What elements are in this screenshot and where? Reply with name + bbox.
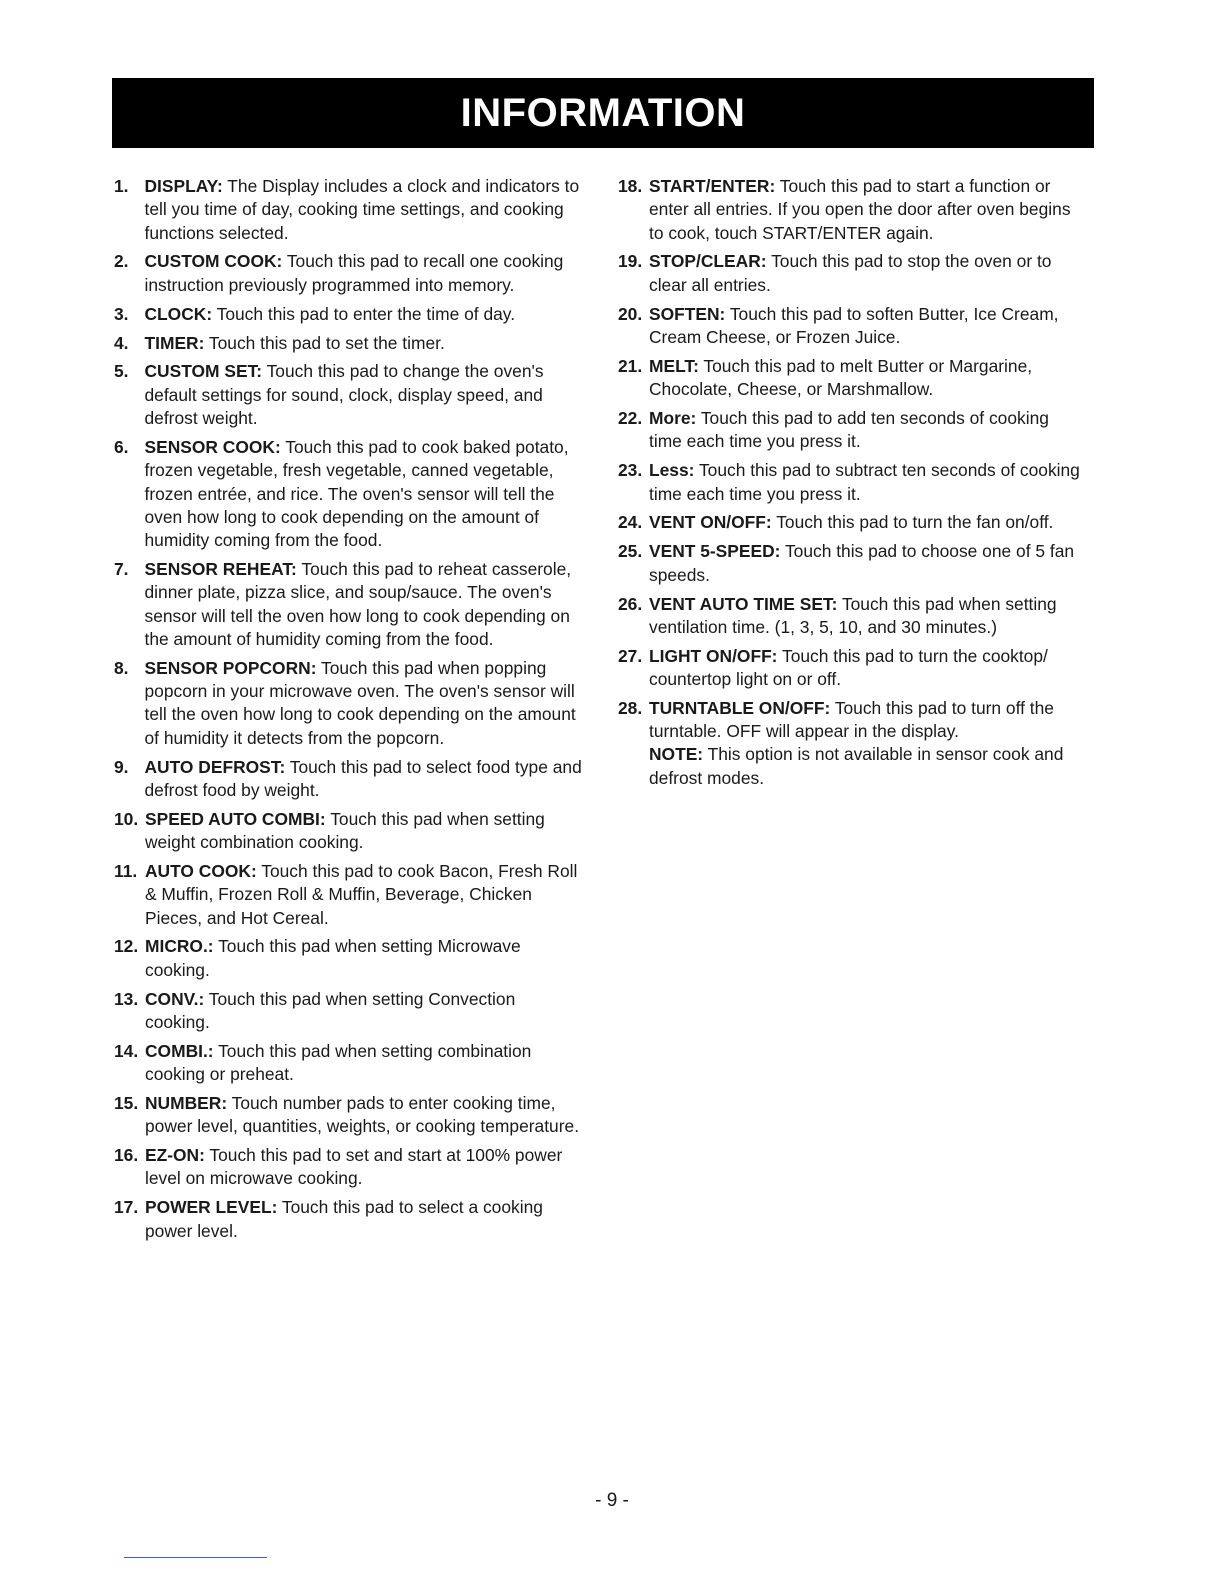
item-number: 16.	[114, 1145, 139, 1166]
item-description: Touch this pad when setting combination cooking or preheat.	[145, 1040, 532, 1085]
item-description: Touch this pad to select food type and defrost food by weight.	[144, 756, 582, 800]
item-number: 8.	[114, 657, 129, 678]
note	[649, 743, 1086, 790]
item-number: 9.	[114, 756, 129, 777]
item-description: Touch this pad to set the timer.	[204, 332, 445, 353]
list-item	[618, 593, 1086, 640]
item-number: 20.	[618, 303, 643, 324]
item-term: VENT 5-SPEED:	[649, 541, 781, 562]
item-description: Touch this pad to soften Butter, Ice Cream, Cream Cheese, or Frozen Juice.	[649, 303, 1059, 347]
item-description: The Display includes a clock and indicators to tell you time of day, cooking time settings, and cooking functions selected.	[144, 176, 580, 243]
item-term: LIGHT ON/OFF:	[649, 645, 778, 666]
item-description: Touch this pad to set and start at 100% power level on microwave cooking.	[145, 1145, 563, 1189]
item-term: VENT AUTO TIME SET:	[649, 593, 838, 614]
page-title: INFORMATION	[460, 90, 746, 135]
list-item	[114, 860, 584, 930]
item-term: TIMER:	[144, 332, 205, 353]
note-text: This option is not available in sensor cook and defrost modes.	[649, 744, 1064, 788]
item-term: SENSOR POPCORN:	[144, 657, 317, 678]
item-description: Touch this pad to add ten seconds of cooking time each time you press it.	[649, 408, 1049, 452]
list-item	[114, 756, 584, 803]
item-number: 3.	[114, 303, 129, 324]
item-description: Touch this pad to recall one cooking instruction previously programmed into memory.	[144, 251, 564, 295]
item-number: 11.	[114, 860, 138, 881]
right-column-list	[618, 175, 1086, 796]
page-number: - 9 -	[595, 1490, 629, 1511]
item-term: VENT ON/OFF:	[649, 512, 772, 533]
list-item	[618, 250, 1086, 297]
section-header	[112, 78, 1094, 148]
list-item	[114, 558, 584, 651]
item-term: CUSTOM COOK:	[144, 251, 283, 272]
item-term: TURNTABLE ON/OFF:	[649, 697, 831, 718]
list-item	[618, 303, 1086, 350]
list-item	[618, 645, 1086, 692]
item-description: Touch this pad when popping popcorn in your microwave oven. The oven's sensor will tell the oven how long to cook depending on the amount of humidity it detects from the popcorn.	[144, 657, 576, 748]
item-term: MELT:	[649, 355, 699, 376]
item-term: STOP/CLEAR:	[649, 251, 767, 272]
item-term: COMBI.:	[145, 1040, 214, 1061]
item-number: 13.	[114, 988, 139, 1009]
item-number: 24.	[618, 512, 643, 533]
item-number: 7.	[114, 559, 129, 580]
item-number: 28.	[618, 697, 643, 718]
item-term: POWER LEVEL:	[145, 1197, 278, 1218]
item-term: NUMBER:	[145, 1093, 228, 1113]
item-description: Touch this pad to reheat casserole, dinner plate, pizza slice, and soup/sauce. The oven's sensor will tell the oven how long to cook depending on the amount of humidity coming from the food.	[144, 559, 572, 649]
item-number: 27.	[618, 645, 643, 666]
list-item	[114, 175, 584, 245]
item-term: START/ENTER:	[649, 176, 776, 196]
item-description: Touch this pad to cook Bacon, Fresh Roll & Muffin, Frozen Roll & Muffin, Beverage, Chicken Pieces, and Hot Cereal.	[145, 860, 578, 928]
list-item	[114, 657, 584, 750]
item-term: SPEED AUTO COMBI:	[145, 808, 326, 829]
item-number: 6.	[114, 436, 129, 457]
item-number: 12.	[114, 936, 139, 957]
list-item	[114, 250, 584, 297]
list-item	[114, 436, 584, 552]
list-item	[618, 511, 1086, 534]
note-label: NOTE:	[649, 744, 704, 765]
item-description: Touch this pad to change the oven's default settings for sound, clock, display speed, and defrost weight.	[144, 361, 544, 429]
item-term: SENSOR REHEAT:	[144, 559, 297, 580]
item-number: 23.	[618, 460, 643, 481]
item-term: CONV.:	[145, 988, 205, 1009]
item-description: Touch this pad when setting Convection cooking.	[145, 988, 516, 1032]
item-term: AUTO COOK:	[145, 860, 257, 881]
item-number: 14.	[114, 1040, 139, 1061]
item-description: Touch this pad to subtract ten seconds of cooking time each time you press it.	[649, 460, 1080, 504]
list-item	[618, 355, 1086, 402]
item-description: Touch this pad to turn the cooktop/ countertop light on or off.	[649, 645, 1048, 689]
item-number: 5.	[114, 361, 129, 382]
item-number: 17.	[114, 1197, 139, 1218]
list-item	[114, 808, 584, 855]
list-item	[618, 407, 1086, 454]
item-number: 21.	[618, 355, 643, 376]
item-description: Touch this pad to choose one of 5 fan speeds.	[649, 541, 1075, 585]
item-number: 1.	[114, 176, 129, 196]
list-item	[114, 1092, 584, 1139]
list-item	[114, 303, 584, 326]
item-description: Touch this pad to select a cooking power level.	[145, 1197, 543, 1241]
list-item	[114, 332, 584, 355]
item-term: AUTO DEFROST:	[144, 756, 286, 777]
item-term: SENSOR COOK:	[144, 436, 281, 457]
item-description: Touch this pad to turn off the turntable. OFF will appear in the display.	[649, 697, 1054, 742]
item-number: 15.	[114, 1093, 139, 1113]
item-term: SOFTEN:	[649, 303, 726, 324]
item-description: Touch this pad to turn the fan on/off.	[771, 512, 1054, 533]
list-item	[618, 459, 1086, 506]
item-description: Touch this pad to start a function or enter all entries. If you open the door after oven begins to cook, touch START/ENTER again.	[649, 176, 1071, 243]
item-number: 18.	[618, 176, 643, 196]
item-number: 19.	[618, 251, 643, 272]
list-item	[618, 697, 1086, 790]
item-term: EZ-ON:	[145, 1145, 205, 1166]
list-item	[114, 1040, 584, 1087]
item-description: Touch this pad when setting weight combination cooking.	[145, 808, 545, 853]
footer-divider	[124, 1557, 267, 1558]
item-term: DISPLAY:	[144, 176, 223, 196]
left-column-list	[114, 175, 584, 1249]
list-item	[114, 935, 584, 982]
item-number: 2.	[114, 251, 129, 272]
item-number: 22.	[618, 408, 643, 429]
item-description: Touch this pad to cook baked potato, frozen vegetable, fresh vegetable, canned vegetable, frozen entrée, and rice. The oven's sensor will tell the oven how long to cook depending on the amount of humidity coming from the food.	[144, 436, 569, 551]
list-item	[618, 175, 1086, 245]
list-item	[114, 360, 584, 430]
item-number: 4.	[114, 332, 129, 353]
item-term: Less:	[649, 460, 695, 481]
item-number: 10.	[114, 808, 139, 829]
item-term: CLOCK:	[144, 303, 213, 324]
item-term: More:	[649, 408, 697, 429]
item-description: Touch this pad when setting Microwave cooking.	[145, 936, 521, 980]
item-number: 26.	[618, 593, 643, 614]
item-description: Touch this pad when setting ventilation time. (1, 3, 5, 10, and 30 minutes.)	[649, 593, 1057, 637]
item-description: Touch this pad to enter the time of day.	[212, 303, 516, 324]
item-term: CUSTOM SET:	[144, 361, 263, 382]
item-description: Touch this pad to stop the oven or to clear all entries.	[649, 251, 1052, 295]
list-item	[114, 1196, 584, 1243]
item-description: Touch number pads to enter cooking time, power level, quantities, weights, or cooking temperature.	[145, 1093, 580, 1137]
item-term: MICRO.:	[145, 936, 214, 957]
item-description: Touch this pad to melt Butter or Margarine, Chocolate, Cheese, or Marshmallow.	[649, 355, 1033, 400]
list-item	[114, 988, 584, 1035]
list-item	[114, 1144, 584, 1191]
item-number: 25.	[618, 541, 643, 562]
list-item	[618, 540, 1086, 587]
